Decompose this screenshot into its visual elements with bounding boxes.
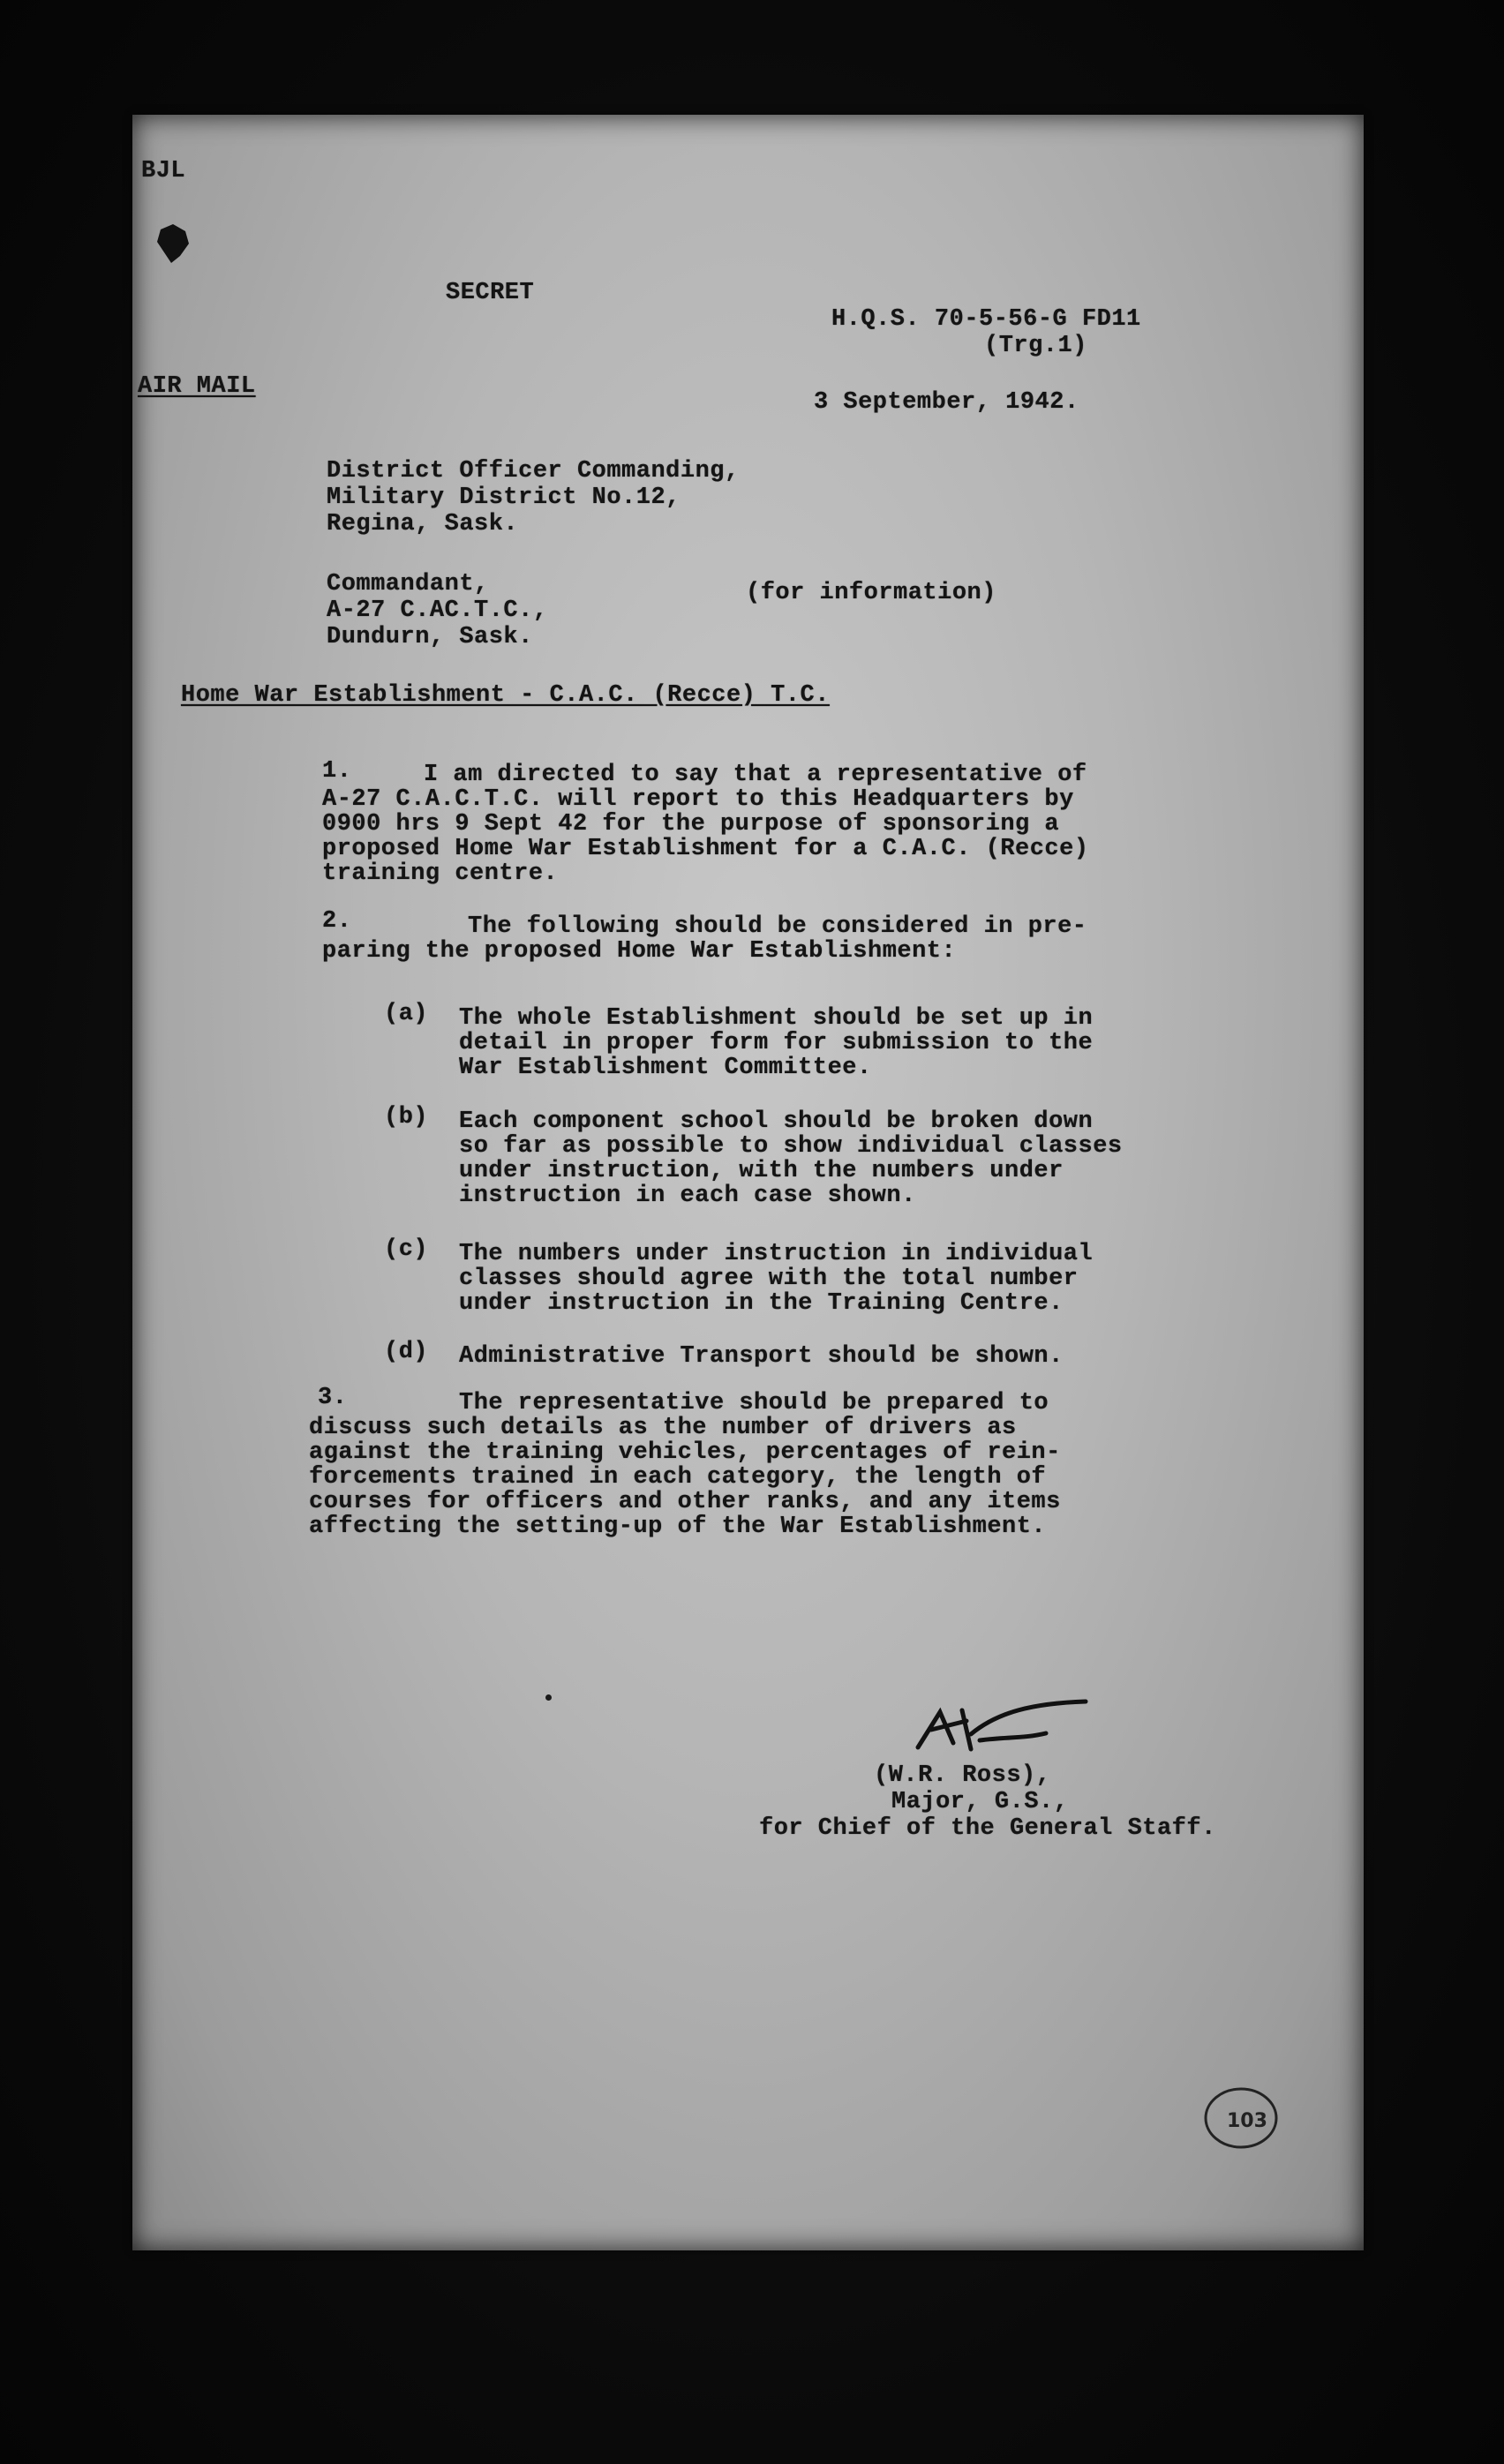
paragraph-line: forcements trained in each category, the length of: [309, 1464, 1047, 1491]
paragraph-line: affecting the setting-up of the War Establishment.: [309, 1514, 1047, 1540]
address-line: Dundurn, Sask.: [327, 624, 533, 650]
paragraph-line: proposed Home War Establishment for a C.A.C. (Recce): [322, 836, 1089, 862]
letter-date: 3 September, 1942.: [814, 389, 1079, 416]
address-line: Military District No.12,: [327, 485, 681, 511]
list-item-line: so far as possible to show individual classes: [459, 1133, 1123, 1160]
file-reference-sub: (Trg.1): [984, 333, 1087, 359]
address-line: A-27 C.AC.T.C.,: [327, 597, 548, 624]
list-item-line: Administrative Transport should be shown.: [459, 1343, 1064, 1370]
paragraph-line: I am directed to say that a representative of: [424, 762, 1087, 788]
paragraph-line: 0900 hrs 9 Sept 42 for the purpose of sponsoring a: [322, 811, 1060, 838]
paragraph-line: paring the proposed Home War Establishment:: [322, 938, 957, 965]
paragraph-number: 3.: [318, 1385, 348, 1411]
ink-speck: [545, 1694, 552, 1701]
paragraph-number: 2.: [322, 908, 352, 935]
paragraph-line: The following should be considered in pre-: [468, 913, 1087, 940]
signatory-name: (W.R. Ross),: [874, 1762, 1051, 1789]
classification-marking: SECRET: [446, 280, 535, 306]
list-item-line: classes should agree with the total number: [459, 1266, 1079, 1292]
signatory-rank: Major, G.S.,: [891, 1789, 1069, 1815]
mail-type: AIR MAIL: [138, 373, 256, 400]
address-line: Regina, Sask.: [327, 511, 519, 537]
folio-stamp: [1200, 2083, 1284, 2153]
document-page: [132, 115, 1364, 2250]
for-information-note: (for information): [746, 580, 996, 606]
signatory-for-line: for Chief of the General Staff.: [759, 1815, 1216, 1842]
paragraph-line: A-27 C.A.C.T.C. will report to this Headquarters by: [322, 786, 1074, 813]
list-item-line: The numbers under instruction in individual: [459, 1241, 1094, 1267]
list-item-line: detail in proper form for submission to the: [459, 1030, 1094, 1056]
paragraph-line: courses for officers and other ranks, and any items: [309, 1489, 1061, 1515]
list-item-label: (d): [384, 1339, 429, 1365]
paragraph-line: The representative should be prepared to: [459, 1390, 1049, 1416]
list-item-line: under instruction in the Training Centre.: [459, 1290, 1064, 1317]
paragraph-line: training centre.: [322, 860, 559, 887]
initials: BJL: [141, 158, 186, 184]
subject-line: Home War Establishment - C.A.C. (Recce) T.C.: [181, 682, 830, 709]
folio-number: 103: [1227, 2110, 1267, 2132]
file-reference: H.Q.S. 70-5-56-G FD11: [831, 306, 1141, 333]
ink-blot-mark: [155, 221, 191, 265]
address-line: District Officer Commanding,: [327, 458, 740, 485]
list-item-line: instruction in each case shown.: [459, 1183, 916, 1209]
paragraph-number: 1.: [322, 758, 352, 785]
list-item-line: The whole Establishment should be set up in: [459, 1005, 1094, 1032]
paragraph-line: discuss such details as the number of drivers as: [309, 1415, 1017, 1441]
list-item-line: under instruction, with the numbers under: [459, 1158, 1064, 1184]
address-line: Commandant,: [327, 571, 489, 597]
list-item-line: War Establishment Committee.: [459, 1055, 872, 1081]
handwritten-signature: [900, 1694, 1094, 1765]
list-item-label: (b): [384, 1104, 429, 1131]
list-item-label: (a): [384, 1001, 429, 1027]
list-item-line: Each component school should be broken down: [459, 1108, 1094, 1135]
paragraph-line: against the training vehicles, percentages of rein-: [309, 1439, 1061, 1466]
list-item-label: (c): [384, 1236, 429, 1263]
